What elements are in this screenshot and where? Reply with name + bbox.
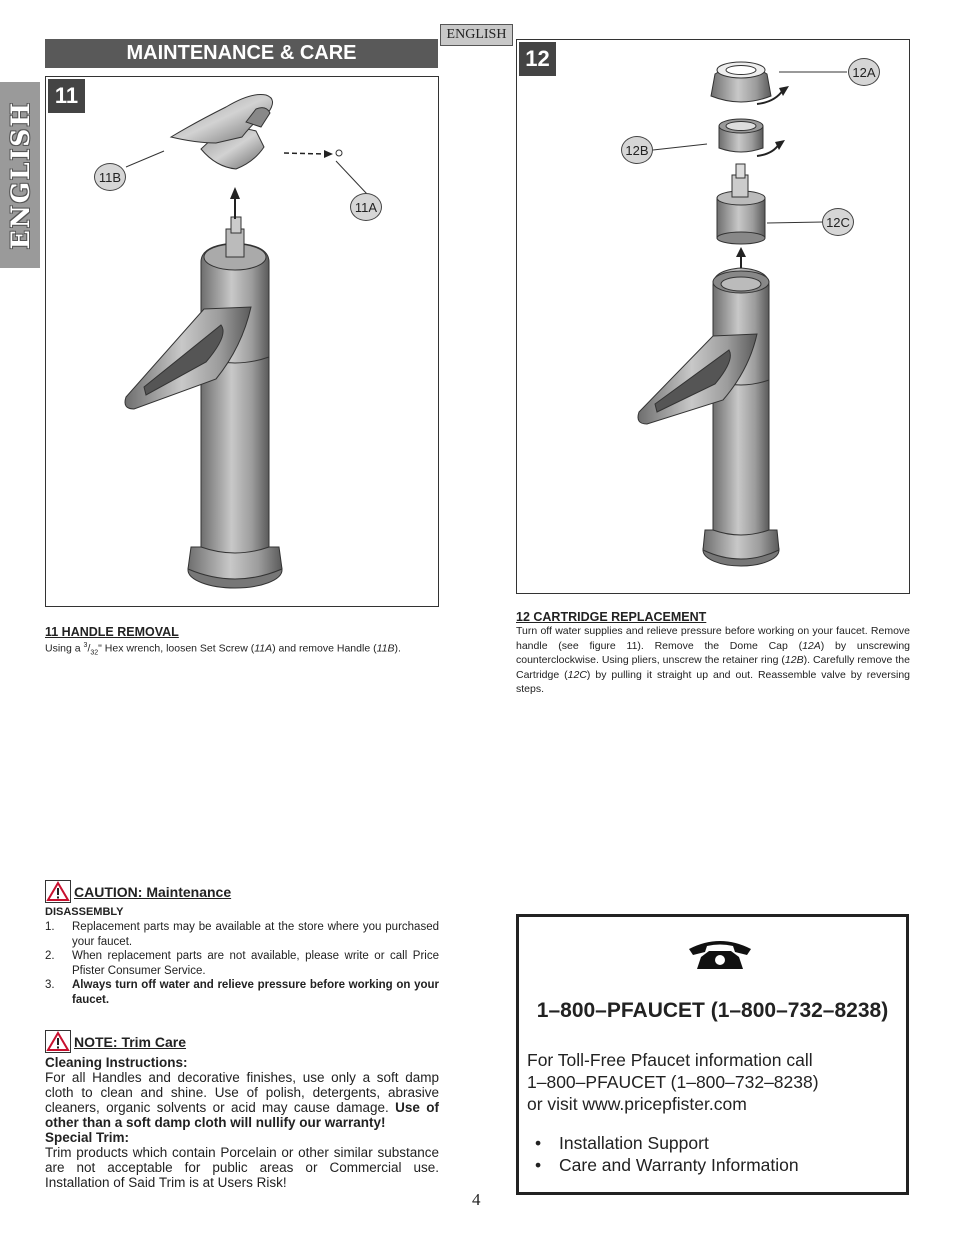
list-item: 3. Always turn off water and relieve pressure before working on your faucet. (45, 979, 439, 1006)
step-11-title: 11 HANDLE REMOVAL (45, 625, 179, 639)
figure-11 (45, 76, 439, 607)
step-12-text: Turn off water supplies and relieve pressure before working on your faucet. Remove handle (see figure 11). Remove the Dome Cap (12A) by unscrewing counterclockwise. Using pliers, unscrew the retainer ring (12B). Carefully remove the Cartridge (12C) by pulling it straight up and out. Reassemble valve by reversing steps. (516, 625, 910, 695)
caution-section (45, 880, 439, 1007)
contact-services-list (535, 1132, 799, 1176)
step-11 (45, 625, 439, 661)
list-item: • Installation Support (535, 1132, 799, 1154)
section-header: MAINTENANCE & CARE (45, 39, 438, 68)
page-number: 4 (472, 1190, 481, 1209)
list-item: 2. When replacement parts are not available, please write or call Price Pfister Consumer Service. (45, 950, 439, 977)
figure-12-number: 12 (519, 42, 556, 76)
callout-11a: 11A (350, 193, 382, 221)
trim-care-text (45, 1055, 439, 1190)
side-language-tab (0, 82, 40, 268)
caution-heading: CAUTION: Maintenance (45, 880, 439, 903)
step-12-title: 12 CARTRIDGE REPLACEMENT (516, 610, 707, 624)
cartridge-replacement-illustration (517, 40, 908, 592)
contact-box (516, 914, 909, 1195)
faucet-handle-removal-illustration (46, 77, 437, 605)
callout-12b: 12B (621, 136, 653, 164)
warning-triangle-icon (45, 880, 71, 903)
list-item: 1. Replacement parts may be available at the store where you purchased your faucet. (45, 921, 439, 948)
step-11-text: Using a $^3/_{32}$" Hex wrench, loosen Set Screw (11A) and remove Handle (11B). (45, 642, 401, 657)
callout-12c: 12C (822, 208, 854, 236)
special-trim-heading: Special Trim: (45, 1130, 130, 1145)
side-tab-label: ENGLISH (5, 100, 35, 250)
figure-12 (516, 39, 910, 594)
callout-12a: 12A (848, 58, 880, 86)
step-12 (516, 610, 910, 697)
telephone-icon (687, 937, 753, 971)
warning-triangle-icon (45, 1030, 71, 1053)
caution-list (45, 920, 439, 1007)
cleaning-text: For all Handles and decorative finishes, use only a soft damp cloth to clean and shine. Use of polish, detergents, abrasive cleaners, organic solvents or acid may cause damage. Use of other than a soft damp cloth will nullify our warranty! (45, 1070, 439, 1130)
callout-11b: 11B (94, 163, 126, 191)
phone-number-heading: 1–800–PFAUCET (1–800–732–8238) (536, 999, 889, 1022)
note-heading: NOTE: Trim Care (45, 1030, 439, 1053)
contact-info: For Toll-Free Pfaucet information call 1–800–PFAUCET (1–800–732–8238) or visit www.pricepfister.com (527, 1050, 819, 1114)
note-section (45, 1030, 439, 1190)
language-tag: ENGLISH (440, 24, 513, 46)
special-trim-text: Trim products which contain Porcelain or other similar substance are not acceptable for public areas or Commercial use. Installation of Said Trim is at Users Risk! (45, 1145, 439, 1190)
list-item: • Care and Warranty Information (535, 1154, 799, 1176)
figure-11-number: 11 (48, 79, 85, 113)
caution-subheading: DISASSEMBLY (45, 906, 124, 918)
cleaning-heading: Cleaning Instructions: (45, 1055, 188, 1070)
